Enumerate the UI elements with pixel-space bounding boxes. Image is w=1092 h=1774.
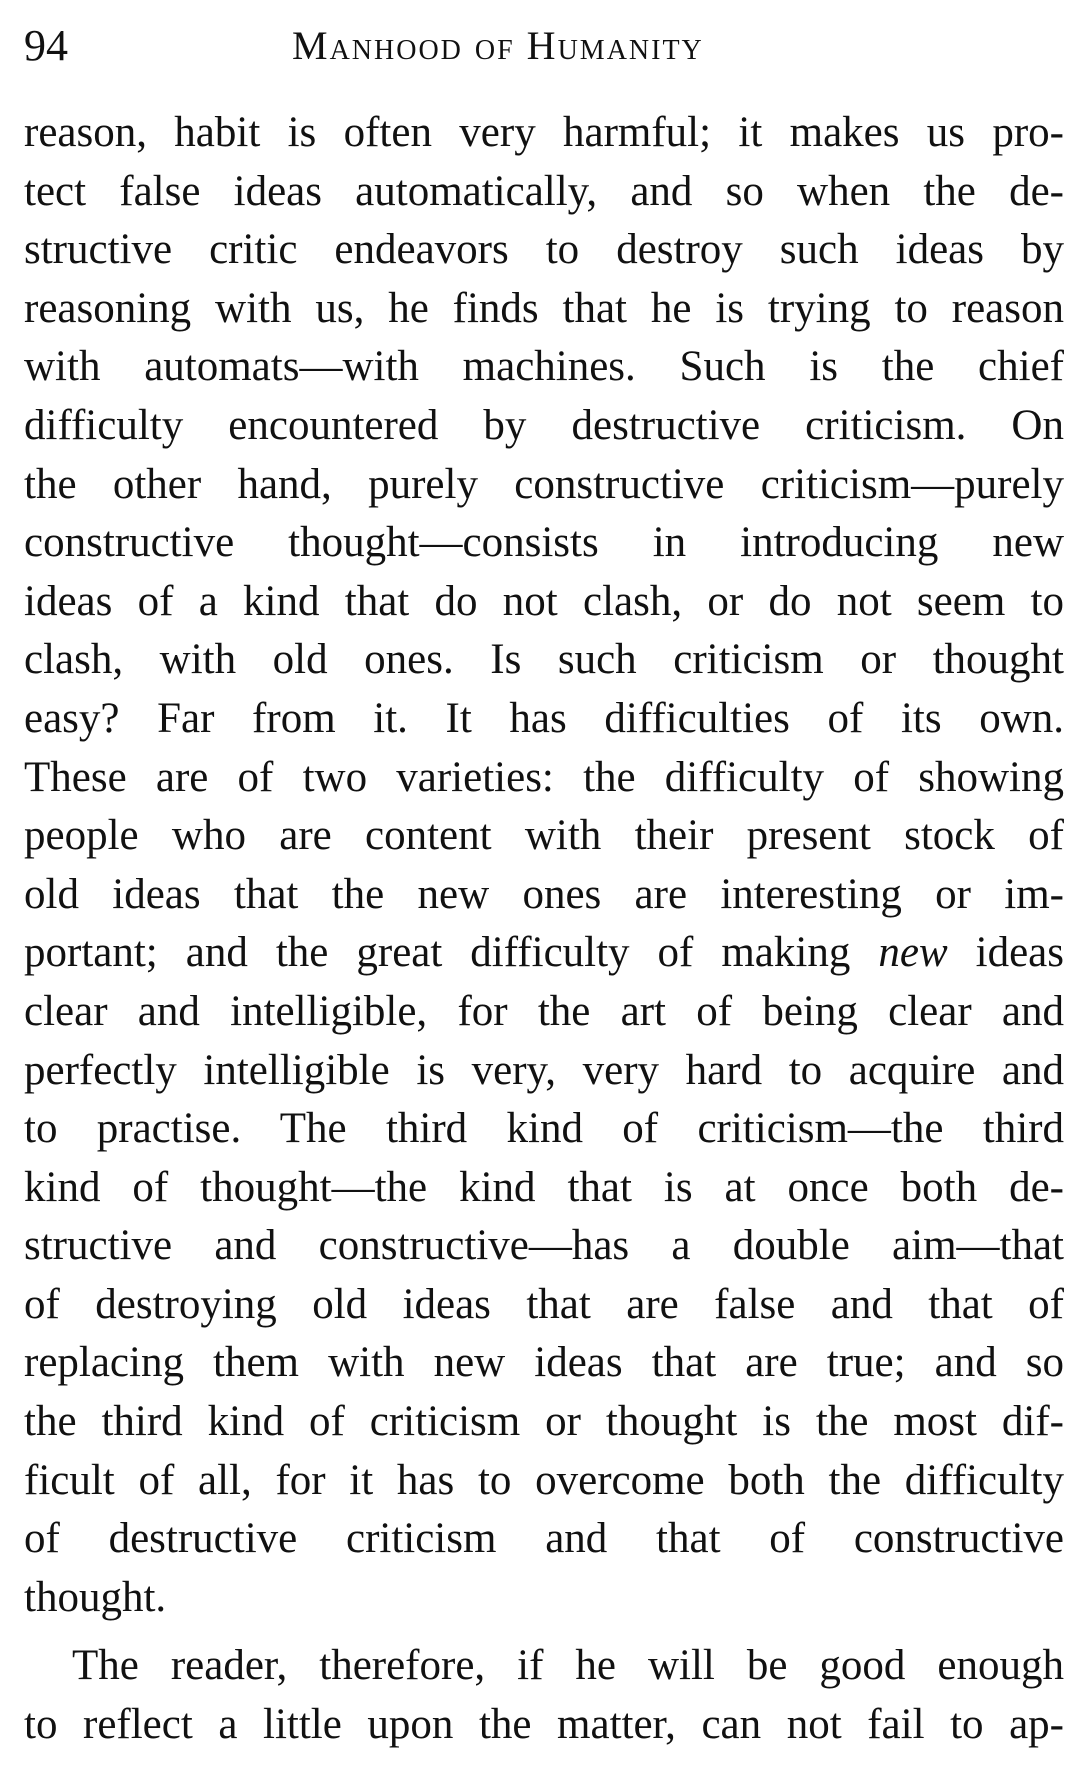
text-line: structive critic endeavors to destroy such ideas by: [24, 226, 1064, 274]
paragraph-gap: [24, 1627, 1064, 1637]
text-line-with-italic: [24, 924, 1064, 983]
text-line: reasoning with us, he finds that he is trying to reason: [24, 284, 1064, 332]
text-line: easy? Far from it. It has difficulties of its own.: [24, 694, 1064, 742]
paragraph-1: [24, 104, 1064, 1627]
paragraph-2: [24, 1637, 1064, 1754]
text-line: of destructive criticism and that of constructive: [24, 1515, 1064, 1563]
text-line: the other hand, purely constructive criticism—purely: [24, 460, 1064, 508]
text-line: clash, with old ones. Is such criticism or thought: [24, 636, 1064, 684]
text-line: perfectly intelligible is very, very hard to acquire and: [24, 1046, 1064, 1094]
body-text: [24, 104, 1064, 1755]
text-line: ficult of all, for it has to overcome both the difficulty: [24, 1456, 1064, 1504]
text-line: replacing them with new ideas that are true; and so: [24, 1339, 1064, 1387]
text-line: old ideas that the new ones are interesting or im-: [24, 870, 1064, 918]
text-run: portant; and the great difficulty of making: [24, 929, 879, 977]
text-line: ideas of a kind that do not clash, or do not seem to: [24, 577, 1064, 625]
text-line: people who are content with their present stock of: [24, 812, 1064, 860]
italic-word: new: [878, 929, 948, 977]
text-line: with automats—with machines. Such is the chief: [24, 343, 1064, 391]
text-line: of destroying old ideas that are false and that of: [24, 1280, 1064, 1328]
page-number: 94: [24, 21, 68, 70]
text-line: thought.: [24, 1573, 167, 1621]
text-line: kind of thought—the kind that is at once both de-: [24, 1163, 1064, 1211]
text-line: structive and constructive—has a double aim—that: [24, 1222, 1064, 1270]
text-run: ideas: [947, 929, 1064, 977]
text-line: reason, habit is often very harmful; it makes us pro-: [24, 109, 1064, 156]
text-line: to practise. The third kind of criticism—the third: [24, 1105, 1064, 1153]
text-line: These are of two varieties: the difficulty of showing: [24, 753, 1064, 801]
text-line: constructive thought—consists in introducing new: [24, 519, 1064, 567]
text-line: clear and intelligible, for the art of being clear and: [24, 987, 1064, 1035]
text-line: to reflect a little upon the matter, can not fail to ap-: [24, 1701, 1064, 1749]
text-line: tect false ideas automatically, and so when the de-: [24, 167, 1064, 215]
text-line: the third kind of criticism or thought is the most dif-: [24, 1398, 1064, 1446]
text-line: The reader, therefore, if he will be good enough: [72, 1642, 1064, 1690]
text-line: difficulty encountered by destructive criticism. On: [24, 401, 1064, 449]
running-title: Manhood of Humanity: [292, 23, 704, 68]
